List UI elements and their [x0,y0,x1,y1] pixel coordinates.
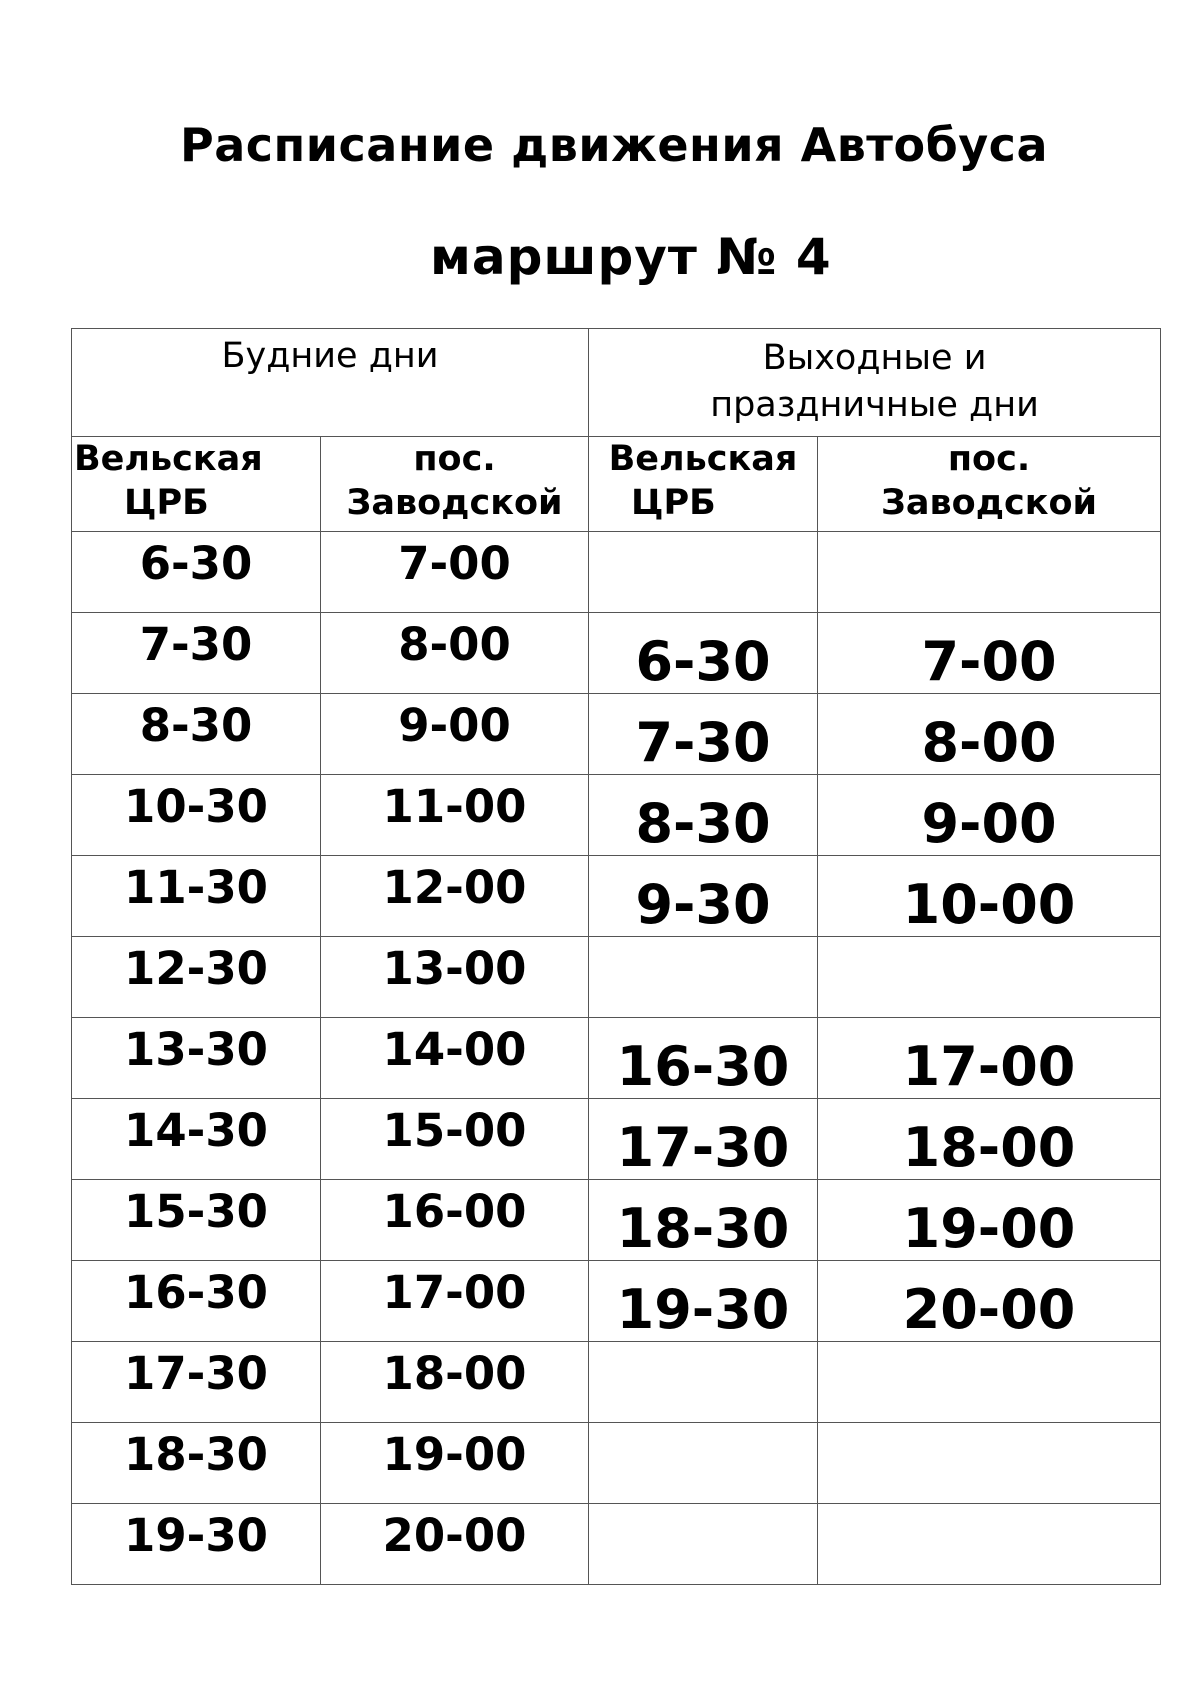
stop-b-name: пос. [413,439,496,479]
weekend-departure-b: 19-00 [818,1180,1161,1261]
weekday-departure-a: 7-30 [72,613,321,694]
weekend-departure-b: 10-00 [818,856,1161,937]
weekday-departure-b: 11-00 [321,775,589,856]
weekday-departure-a: 14-30 [72,1099,321,1180]
weekdays-header [72,329,589,437]
weekend-departure-a: 16-30 [589,1018,818,1099]
weekend-stop-b-header [818,437,1161,532]
weekday-departure-a: 12-30 [72,937,321,1018]
weekend-departure-a: 9-30 [589,856,818,937]
weekend-departure-a [589,1342,818,1423]
weekday-departure-b: 7-00 [321,532,589,613]
weekday-stop-b-header [321,437,589,532]
weekend-departure-b [818,1342,1161,1423]
weekend-departure-b [818,937,1161,1018]
weekend-departure-b [818,532,1161,613]
weekend-departure-b: 18-00 [818,1099,1161,1180]
table-row [72,694,1161,775]
weekend-departure-b [818,1423,1161,1504]
stop-b-name-line2: Заводской [881,483,1098,523]
table-row [72,1099,1161,1180]
weekday-departure-a: 19-30 [72,1504,321,1585]
weekday-departure-a: 15-30 [72,1180,321,1261]
weekday-departure-b: 12-00 [321,856,589,937]
weekends-header [589,329,1161,437]
weekdays-header-label: Будние дни [221,336,439,376]
table-row [72,856,1161,937]
table-row [72,613,1161,694]
weekday-departure-a: 13-30 [72,1018,321,1099]
weekday-departure-a: 6-30 [72,532,321,613]
weekday-departure-b: 13-00 [321,937,589,1018]
weekday-departure-b: 18-00 [321,1342,589,1423]
weekday-departure-b: 8-00 [321,613,589,694]
weekend-departure-b: 7-00 [818,613,1161,694]
weekend-departure-b: 8-00 [818,694,1161,775]
weekday-departure-a: 17-30 [72,1342,321,1423]
weekday-departure-b: 14-00 [321,1018,589,1099]
weekday-departure-b: 20-00 [321,1504,589,1585]
weekday-departure-a: 11-30 [72,856,321,937]
stop-a-name: Вельская [74,439,263,479]
weekend-departure-b: 20-00 [818,1261,1161,1342]
table-row [72,1504,1161,1585]
table-row [72,1342,1161,1423]
weekend-departure-a: 7-30 [589,694,818,775]
stop-b-name-line2: Заводской [346,483,563,523]
weekday-departure-b: 17-00 [321,1261,589,1342]
table-row [72,1018,1161,1099]
weekend-stop-a-header [589,437,818,532]
weekend-departure-b [818,1504,1161,1585]
weekend-departure-a: 17-30 [589,1099,818,1180]
schedule-table [71,328,1161,1585]
weekday-stop-a-header [72,437,321,532]
weekday-departure-b: 19-00 [321,1423,589,1504]
stop-a-name-line2: ЦРБ [631,483,716,523]
weekday-departure-a: 18-30 [72,1423,321,1504]
stop-a-name: Вельская [608,439,798,479]
page-title: Расписание движения Автобуса [180,118,1048,172]
weekends-header-line2: праздничные дни [710,385,1039,425]
weekday-departure-b: 15-00 [321,1099,589,1180]
weekend-departure-a [589,1504,818,1585]
weekend-departure-a: 6-30 [589,613,818,694]
weekday-departure-a: 10-30 [72,775,321,856]
table-row [72,775,1161,856]
stop-a-name-line2: ЦРБ [124,483,209,523]
weekend-departure-b: 17-00 [818,1018,1161,1099]
weekend-departure-a [589,532,818,613]
weekends-header-line1: Выходные и [762,338,987,378]
table-row [72,532,1161,613]
weekend-departure-a [589,1423,818,1504]
weekday-departure-a: 16-30 [72,1261,321,1342]
route-subtitle: маршрут № 4 [430,228,832,286]
table-row [72,937,1161,1018]
weekend-departure-b: 9-00 [818,775,1161,856]
weekday-departure-b: 16-00 [321,1180,589,1261]
table-row [72,1180,1161,1261]
weekday-departure-b: 9-00 [321,694,589,775]
weekend-departure-a [589,937,818,1018]
weekend-departure-a: 18-30 [589,1180,818,1261]
table-row [72,1261,1161,1342]
weekday-departure-a: 8-30 [72,694,321,775]
table-row [72,1423,1161,1504]
stop-b-name: пос. [947,439,1031,479]
weekend-departure-a: 8-30 [589,775,818,856]
weekend-departure-a: 19-30 [589,1261,818,1342]
